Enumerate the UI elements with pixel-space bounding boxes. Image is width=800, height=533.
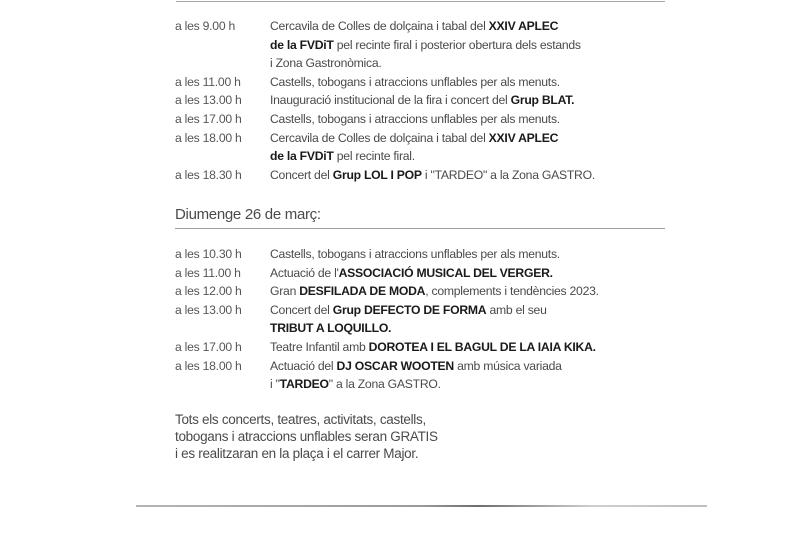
event-time: a les 10.30 h bbox=[175, 247, 242, 261]
event-row bbox=[175, 110, 655, 129]
event-row bbox=[175, 301, 655, 320]
description-text: Cercavila de Colles de dolçaina i tabal del bbox=[270, 130, 489, 145]
description-text: Cercavila de Colles de dolçaina i tabal del bbox=[270, 19, 489, 33]
event-description bbox=[270, 319, 655, 338]
event-row bbox=[175, 73, 655, 92]
description-text: Gran bbox=[270, 284, 300, 299]
description-text: Actuació del bbox=[270, 358, 337, 373]
event-time bbox=[175, 319, 270, 338]
description-text: pel recinte firal. bbox=[333, 149, 415, 164]
description-text: Castells, tobogans i atraccions unflables per als menuts. bbox=[270, 74, 560, 89]
event-time: a les 12.00 h bbox=[175, 284, 242, 299]
event-time: a les 13.00 h bbox=[175, 302, 242, 317]
sunday-schedule bbox=[175, 245, 655, 394]
event-description bbox=[270, 375, 655, 394]
saturday-schedule bbox=[175, 17, 655, 184]
event-row bbox=[175, 357, 655, 376]
event-description bbox=[270, 147, 655, 166]
top-divider bbox=[176, 1, 665, 2]
event-time bbox=[175, 147, 270, 166]
footnote-line: Tots els concerts, teatres, activitats, castells, bbox=[175, 412, 426, 427]
event-description bbox=[270, 264, 655, 283]
description-text: Castells, tobogans i atraccions unflables per als menuts. bbox=[270, 247, 560, 261]
event-description bbox=[270, 338, 655, 357]
day-header-sunday: Diumenge 26 de març: bbox=[175, 206, 321, 223]
event-row bbox=[175, 91, 655, 110]
description-text: amb el seu bbox=[486, 302, 547, 317]
event-time: a les 18.30 h bbox=[175, 167, 242, 182]
highlight-text: Grup LOL I POP bbox=[332, 167, 422, 182]
event-description bbox=[270, 166, 655, 185]
event-row-continuation bbox=[175, 54, 655, 73]
event-row bbox=[175, 166, 655, 185]
description-text: i " bbox=[270, 377, 280, 392]
event-description bbox=[270, 110, 655, 129]
event-time bbox=[175, 36, 270, 55]
event-description bbox=[270, 301, 655, 320]
event-time: a les 13.00 h bbox=[175, 93, 242, 108]
event-row-continuation bbox=[175, 375, 655, 394]
footnote-line: tobogans i atraccions unflables seran GRATIS bbox=[175, 429, 438, 444]
highlight-text: de la FVDiT bbox=[270, 149, 334, 164]
highlight-text: de la FVDiT bbox=[270, 37, 334, 52]
event-row bbox=[175, 245, 655, 264]
description-text: Teatre Infantil amb bbox=[270, 339, 369, 354]
highlight-text: Grup DEFECTO DE FORMA bbox=[332, 302, 487, 317]
event-time bbox=[175, 54, 270, 73]
footnote bbox=[175, 411, 438, 462]
highlight-text: ASSOCIACIÓ MUSICAL DEL VERGER. bbox=[338, 265, 553, 280]
event-time: a les 17.00 h bbox=[175, 339, 242, 354]
description-text: amb música variada bbox=[453, 358, 562, 373]
event-description bbox=[270, 54, 655, 73]
description-text: " a la Zona GASTRO. bbox=[328, 377, 441, 392]
event-time bbox=[175, 375, 270, 394]
bottom-divider bbox=[136, 505, 707, 507]
event-description bbox=[270, 73, 655, 92]
event-row bbox=[175, 264, 655, 283]
footnote-line: i es realitzaran en la plaça i el carrer Major. bbox=[175, 446, 419, 461]
description-text: i Zona Gastronòmica. bbox=[270, 56, 382, 71]
event-description bbox=[270, 91, 655, 110]
event-description bbox=[270, 357, 655, 376]
day-header-divider bbox=[175, 228, 665, 229]
highlight-text: Grup BLAT. bbox=[510, 93, 575, 108]
description-text: Actuació de l' bbox=[270, 265, 339, 280]
description-text: i "TARDEO" a la Zona GASTRO. bbox=[421, 167, 595, 182]
description-text: Castells, tobogans i atraccions unflables per als menuts. bbox=[270, 111, 560, 126]
event-description bbox=[270, 17, 655, 36]
description-text: , complements i tendències 2023. bbox=[425, 284, 599, 299]
event-row-continuation bbox=[175, 319, 655, 338]
highlight-text: DESFILADA DE MODA bbox=[299, 284, 426, 299]
highlight-text: TRIBUT A LOQUILLO. bbox=[270, 321, 392, 336]
highlight-text: DOROTEA I EL BAGUL DE LA IAIA KIKA. bbox=[368, 339, 596, 354]
event-row bbox=[175, 17, 655, 36]
event-row bbox=[175, 129, 655, 148]
event-row bbox=[175, 338, 655, 357]
highlight-text: XXIV APLEC bbox=[488, 19, 559, 33]
event-time: a les 9.00 h bbox=[175, 19, 236, 33]
event-description bbox=[270, 129, 655, 148]
event-time: a les 18.00 h bbox=[175, 358, 242, 373]
description-text: Concert del bbox=[270, 167, 333, 182]
event-row-continuation bbox=[175, 147, 655, 166]
event-time: a les 11.00 h bbox=[175, 74, 241, 89]
description-text: Concert del bbox=[270, 302, 333, 317]
event-description bbox=[270, 36, 655, 55]
description-text: Inauguració institucional de la fira i concert del bbox=[270, 93, 511, 108]
event-row bbox=[175, 282, 655, 301]
highlight-text: DJ OSCAR WOOTEN bbox=[336, 358, 454, 373]
event-time: a les 11.00 h bbox=[175, 265, 241, 280]
event-time: a les 18.00 h bbox=[175, 130, 242, 145]
highlight-text: TARDEO bbox=[279, 377, 329, 392]
highlight-text: XXIV APLEC bbox=[488, 130, 559, 145]
event-description bbox=[270, 282, 655, 301]
description-text: pel recinte firal i posterior obertura dels estands bbox=[333, 37, 581, 52]
event-time: a les 17.00 h bbox=[175, 111, 242, 126]
event-description bbox=[270, 245, 655, 264]
event-row-continuation bbox=[175, 36, 655, 55]
